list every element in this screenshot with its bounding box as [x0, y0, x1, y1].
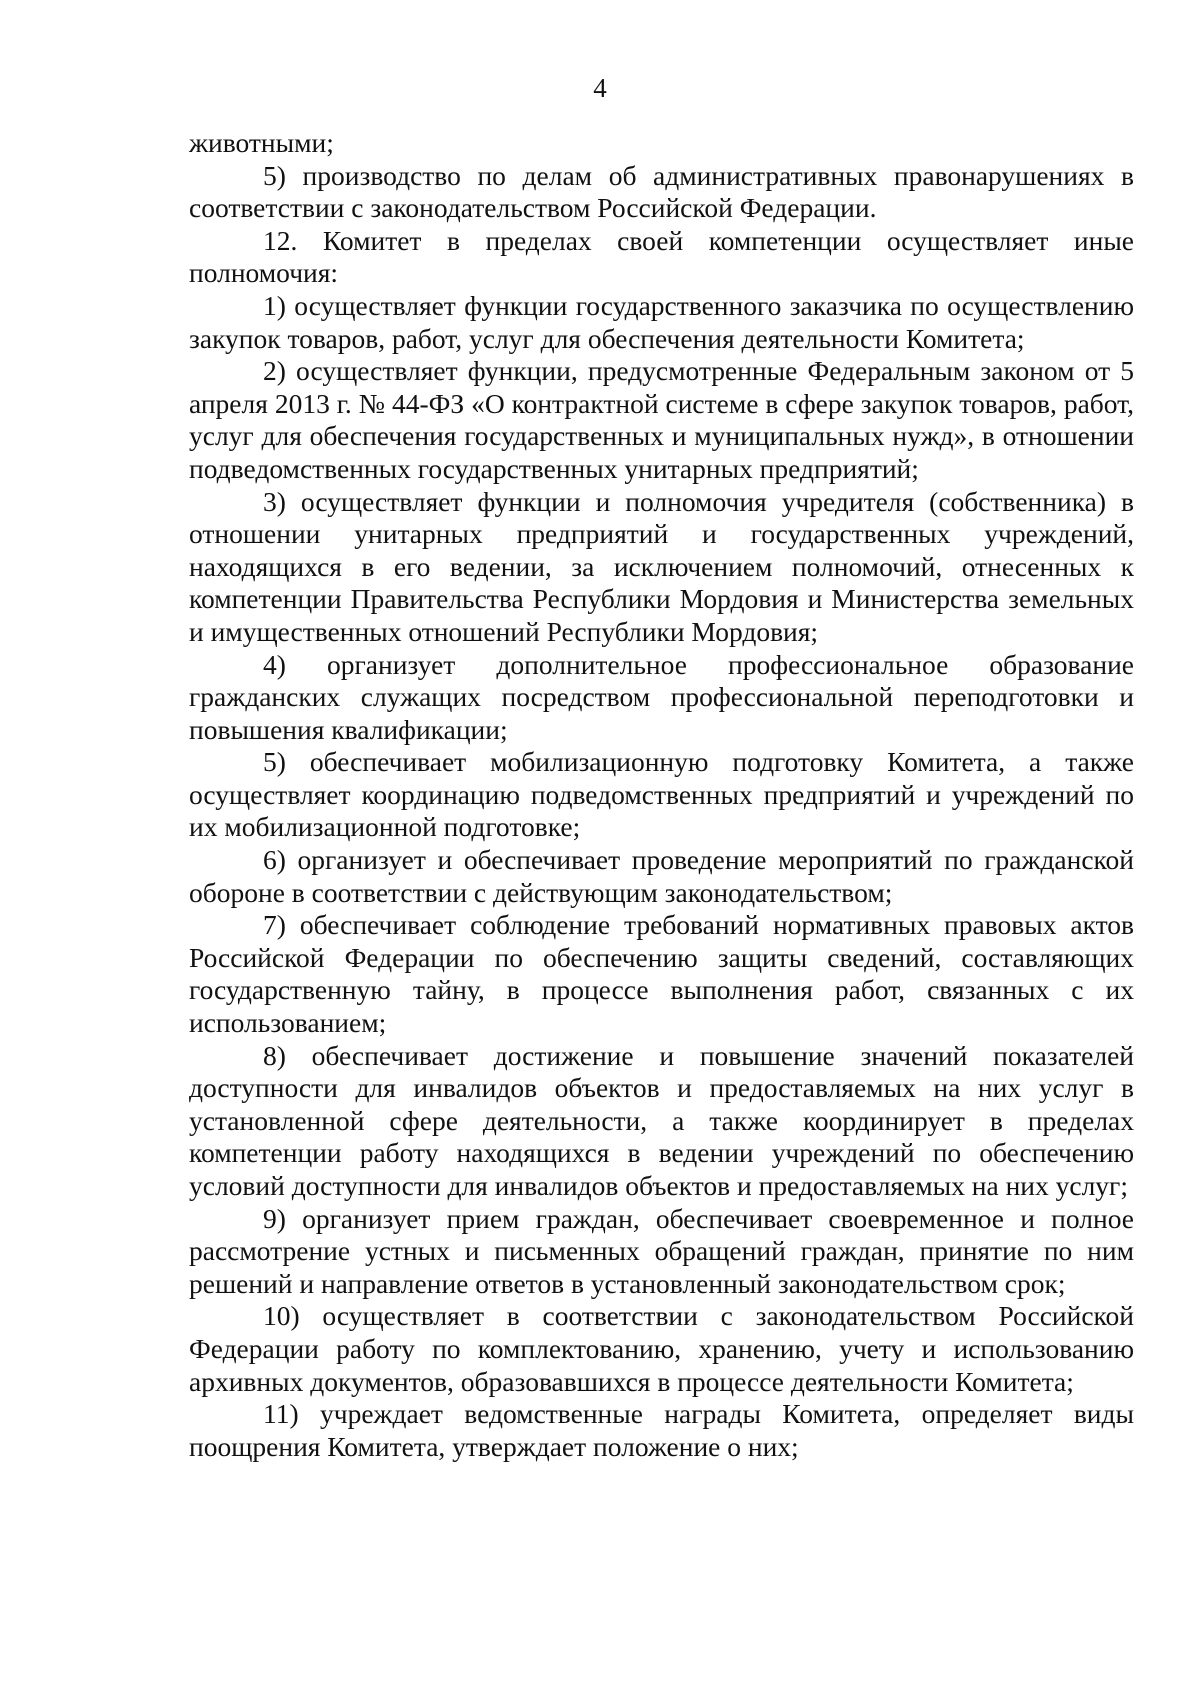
- paragraph: 2) осуществляет функции, предусмотренные Федеральным законом от 5 апреля 2013 г. № 44-ФЗ «О контрактной системе в сфере закупок товаров, работ, услуг для обеспечения государственных и муниципальных нужд», в отношении подведомственных государственных унитарных предприятий;: [189, 355, 1134, 484]
- paragraph: 10) осуществляет в соответствии с законодательством Российской Федерации работу по комплектованию, хранению, учету и использованию архивных документов, образовавшихся в процессе деятельности Комитета;: [189, 1300, 1134, 1397]
- paragraph: 3) осуществляет функции и полномочия учредителя (собственника) в отношении унитарных предприятий и государственных учреждений, находящихся в его ведении, за исключением полномочий, отнесенных к компетенции Правительства Республики Мордовия и Министерства земельных и имущественных отношений Республики Мордовия;: [189, 485, 1134, 647]
- paragraph: 5) обеспечивает мобилизационную подготовку Комитета, а также осуществляет координацию подведомственных предприятий и учреждений по их мобилизационной подготовке;: [189, 746, 1134, 843]
- document-body: [189, 127, 1134, 1463]
- paragraph: 8) обеспечивает достижение и повышение значений показателей доступности для инвалидов объектов и предоставляемых на них услуг в установленной сфере деятельности, а также координирует в пределах компетенции работу находящихся в ведении учреждений по обеспечению условий доступности для инвалидов объектов и предоставляемых на них услуг;: [189, 1039, 1134, 1201]
- paragraph: животными;: [189, 127, 334, 158]
- paragraph: 1) осуществляет функции государственного заказчика по осуществлению закупок товаров, работ, услуг для обеспечения деятельности Комитета;: [189, 289, 1134, 354]
- page-number: 4: [593, 73, 607, 103]
- paragraph: 7) обеспечивает соблюдение требований нормативных правовых актов Российской Федерации по обеспечению защиты сведений, составляющих государственную тайну, в процессе выполнения работ, связанных с их использованием;: [189, 909, 1134, 1039]
- paragraph: 4) организует дополнительное профессиональное образование гражданских служащих посредством профессиональной переподготовки и повышения квалификации;: [189, 648, 1134, 745]
- paragraph: 6) организует и обеспечивает проведение мероприятий по гражданской обороне в соответствии с действующим законодательством;: [189, 844, 1134, 908]
- paragraph: 11) учреждает ведомственные награды Комитета, определяет виды поощрения Комитета, утверждает положение о них;: [189, 1398, 1134, 1462]
- paragraph: 9) организует прием граждан, обеспечивает своевременное и полное рассмотрение устных и письменных обращений граждан, принятие по ним решений и направление ответов в установленный законодательством срок;: [189, 1202, 1134, 1299]
- paragraph: 12. Комитет в пределах своей компетенции осуществляет иные полномочия:: [189, 224, 1134, 289]
- paragraph: 5) производство по делам об административных правонарушениях в соответствии с законодательством Российской Федерации.: [189, 159, 1134, 224]
